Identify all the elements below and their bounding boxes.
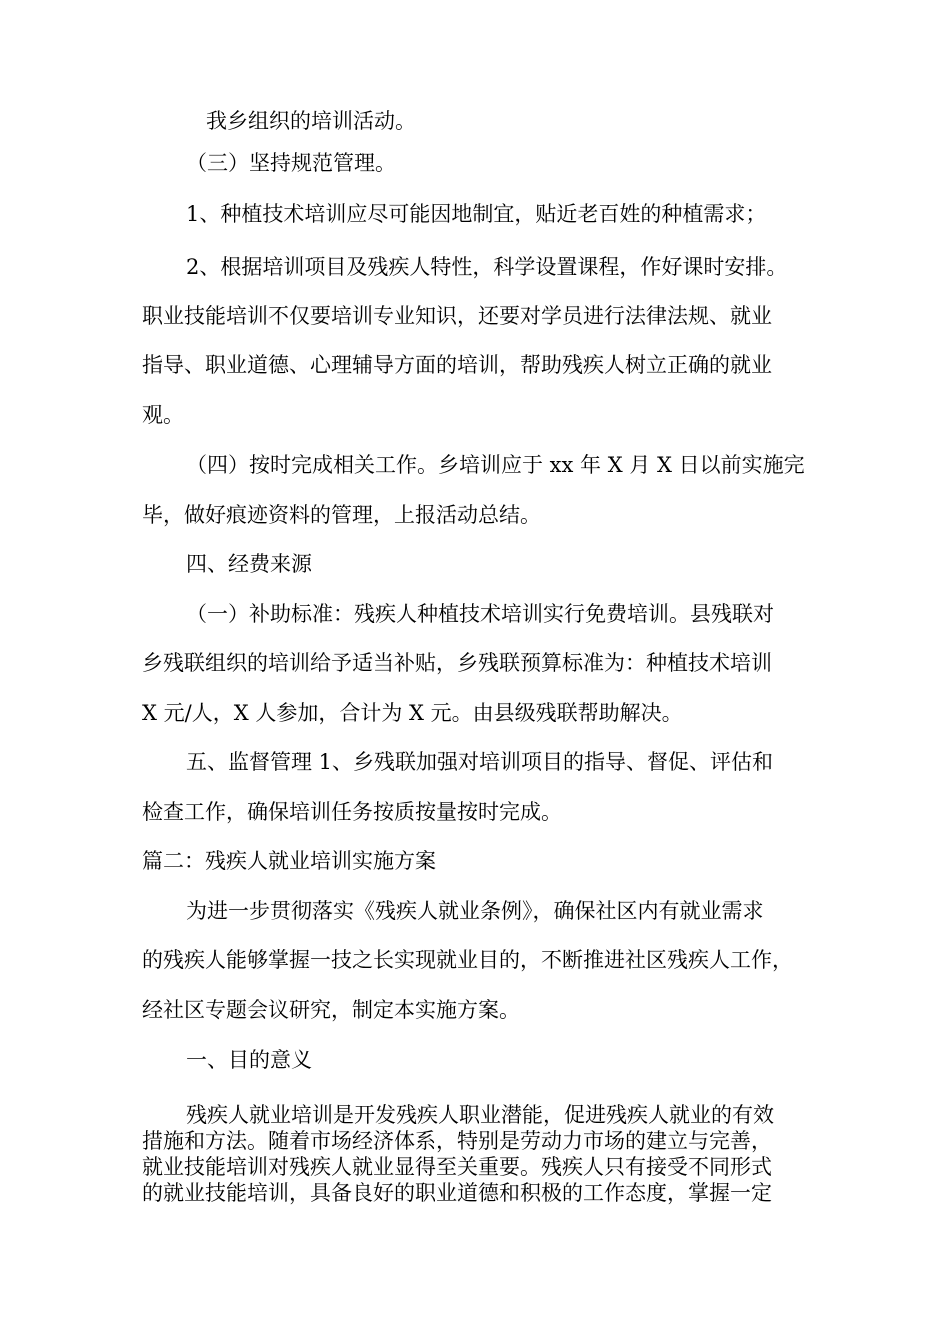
text-line: 观。 — [142, 403, 184, 427]
section-heading: 四、经费来源 — [186, 552, 312, 576]
text-line: 残疾人就业培训是开发残疾人职业潜能，促进残疾人就业的有效 — [186, 1103, 774, 1127]
section-heading: （一）补助标准：残疾人种植技术培训实行免费培训。县残联对 — [186, 602, 774, 626]
text-line: 措施和方法。随着市场经济体系，特别是劳动力市场的建立与完善， — [142, 1129, 772, 1153]
section-heading: （四）按时完成相关工作。乡培训应于 xx 年 X 月 X 日以前实施完 — [186, 453, 805, 477]
text-line: 指导、职业道德、心理辅导方面的培训，帮助残疾人树立正确的就业 — [142, 353, 772, 377]
text-line: 为进一步贯彻落实《残疾人就业条例》，确保社区内有就业需求 — [186, 899, 764, 923]
section-heading: （三）坚持规范管理。 — [186, 151, 396, 175]
text-line: 职业技能培训不仅要培训专业知识，还要对学员进行法律法规、就业 — [142, 304, 772, 328]
section-heading: 五、监督管理 1、乡残联加强对培训项目的指导、督促、评估和 — [186, 750, 774, 774]
text-line: 经社区专题会议研究，制定本实施方案。 — [142, 998, 520, 1022]
text-line: 的就业技能培训，具备良好的职业道德和积极的工作态度，掌握一定 — [142, 1181, 772, 1205]
text-line: X 元/人，X 人参加，合计为 X 元。由县级残联帮助解决。 — [142, 701, 683, 725]
text-line: 我乡组织的培训活动。 — [206, 109, 416, 133]
text-line: 2、根据培训项目及残疾人特性，科学设置课程，作好课时安排。 — [186, 255, 788, 279]
text-line: 就业技能培训对残疾人就业显得至关重要。残疾人只有接受不同形式 — [142, 1155, 772, 1179]
section-heading: 一、目的意义 — [186, 1048, 312, 1072]
text-line: 乡残联组织的培训给予适当补贴，乡残联预算标准为：种植技术培训 — [142, 651, 772, 675]
text-line: 的残疾人能够掌握一技之长实现就业目的，不断推进社区残疾人工作， — [142, 948, 793, 972]
text-line: 检查工作，确保培训任务按质按量按时完成。 — [142, 800, 562, 824]
text-line: 毕，做好痕迹资料的管理，上报活动总结。 — [142, 503, 541, 527]
chapter-title: 篇二：残疾人就业培训实施方案 — [142, 849, 436, 873]
text-line: 1、种植技术培训应尽可能因地制宜，贴近老百姓的种植需求； — [186, 202, 767, 226]
